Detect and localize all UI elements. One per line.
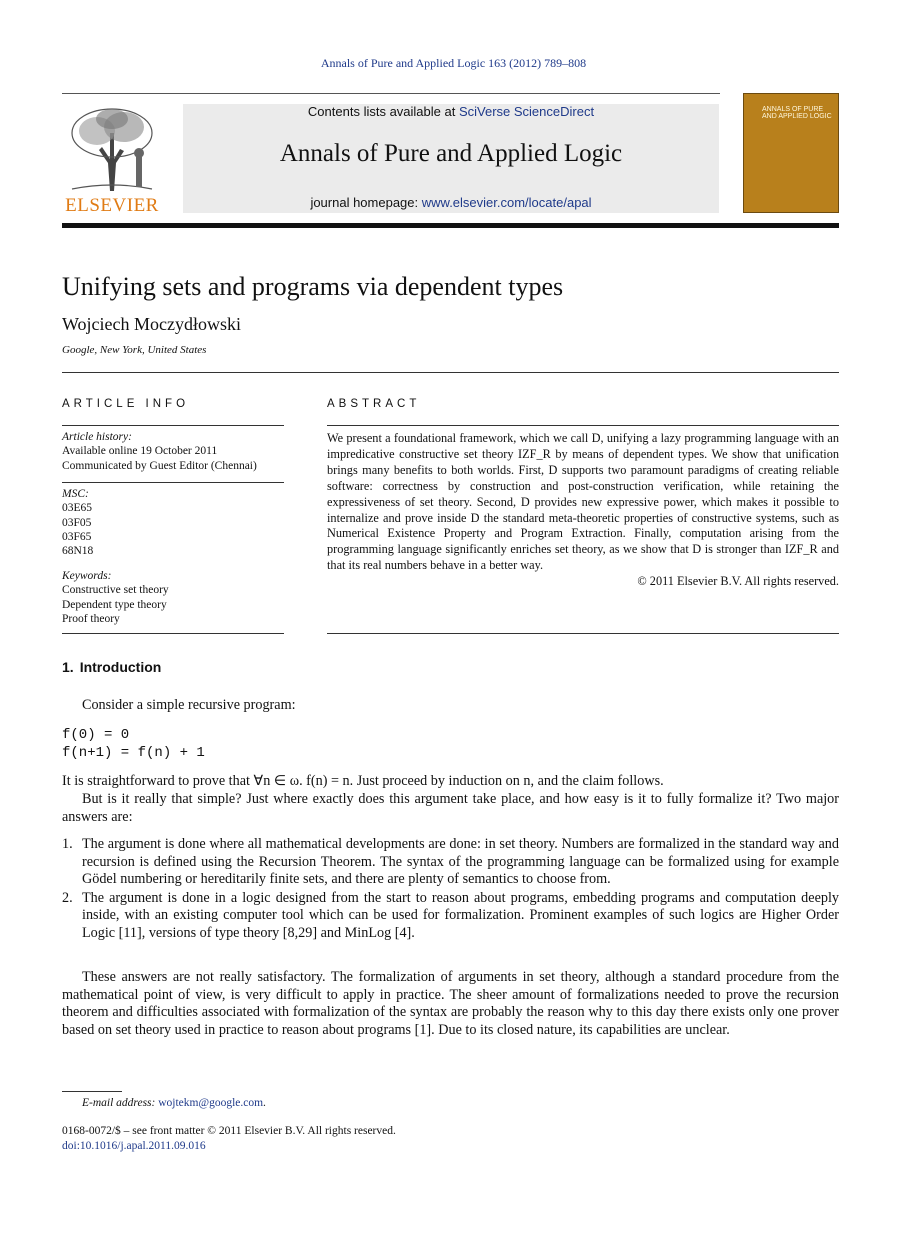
abstract-rule xyxy=(327,425,839,426)
info-rule xyxy=(62,425,284,426)
history-item: Available online 19 October 2011 xyxy=(62,445,218,458)
paragraph-but: But is it really that simple? Just where exactly does this argument take place, and how easy is it to fully formalize it? Two major answers are: xyxy=(62,791,839,825)
keywords-label: Keywords: xyxy=(62,570,112,582)
header-thick-rule xyxy=(62,223,839,228)
section-number: 1. xyxy=(62,659,74,675)
paragraph-consider: Consider a simple recursive program: xyxy=(82,697,296,713)
keyword: Constructive set theory xyxy=(62,584,169,597)
msc-code: 68N18 xyxy=(62,545,94,558)
homepage-prefix: journal homepage: xyxy=(310,195,422,210)
header-rule xyxy=(62,93,720,94)
journal-cover-image[interactable] xyxy=(743,93,839,213)
footnote-rule xyxy=(62,1091,122,1092)
history-item: Communicated by Guest Editor (Chennai) xyxy=(62,459,257,472)
section-title: Introduction xyxy=(79,659,162,675)
homepage-line xyxy=(183,195,719,210)
abstract-rule xyxy=(327,633,839,634)
journal-title: Annals of Pure and Applied Logic xyxy=(279,140,623,167)
msc-code: 03F65 xyxy=(62,530,92,543)
contents-line xyxy=(183,104,719,119)
article-history xyxy=(62,430,284,473)
list-item-text: The argument is done in a logic designed from the start to reason about programs, embedding programs and computation deeply inside, with an existing computer tool which can be used for formalization. Prominent examples of such logics are Higher Order Logic [11], versions of type theory [8,29] and MinLog [4]. xyxy=(82,889,839,941)
email-label: E-mail address: xyxy=(82,1097,156,1109)
cover-title: ANNALS OF PURE AND APPLIED LOGIC xyxy=(762,106,832,120)
list-item-number: 1. xyxy=(62,836,73,852)
author-affiliation: Google, New York, United States xyxy=(62,344,207,356)
elsevier-wordmark: ELSEVIER xyxy=(65,195,159,216)
contents-prefix: Contents lists available at xyxy=(307,104,459,119)
email-link[interactable]: wojtekm@google.com xyxy=(158,1097,264,1109)
answers-list xyxy=(62,836,839,944)
keyword: Proof theory xyxy=(62,612,120,625)
paragraph-straightforward: It is straightforward to prove that ∀n ∈ ω. f(n) = n. Just proceed by induction on n, and the claim follows. xyxy=(62,773,664,789)
info-rule xyxy=(62,482,284,483)
abstract-copyright: © 2011 Elsevier B.V. All rights reserved. xyxy=(637,574,839,589)
abstract-heading: ABSTRACT xyxy=(327,398,421,410)
paragraph-these-answers: These answers are not really satisfactory. The formalization of arguments in set theory, although a standard procedure from the mathematical point of view, is very difficult to apply in practice. The sheer amount of formalizations needed to prove the recursion theorem and difficulties associated with formalization of the syntax are probably the reason why to this day there exists only one prover based on set theory used in practice to reason about programs [1]. Due to its closed nature, its capabilities are unclear. xyxy=(62,969,839,1038)
sciencedirect-link[interactable]: SciVerse ScienceDirect xyxy=(458,104,595,119)
footnote-email: E-mail address: wojtekm@google.com. xyxy=(82,1097,266,1109)
keywords xyxy=(62,569,284,626)
homepage-link[interactable]: www.elsevier.com/locate/apal xyxy=(421,195,592,210)
msc-label: MSC: xyxy=(62,488,89,500)
list-item-number: 2. xyxy=(62,889,73,906)
list-item xyxy=(62,890,839,943)
history-label: Article history: xyxy=(62,431,132,443)
keyword: Dependent type theory xyxy=(62,598,167,611)
article-title: Unifying sets and programs via dependent types xyxy=(62,272,564,301)
title-rule xyxy=(62,372,839,373)
issn-line: 0168-0072/$ – see front matter © 2011 Elsevier B.V. All rights reserved. xyxy=(62,1125,396,1137)
abstract-text: We present a foundational framework, which we call D, unifying a lazy programming language with an impredicative constructive set theory IZF_R by means of dependent types. We show that unification brings many benefits to both worlds. First, D supports two paramount paradigms of creating reliable software: correctness by construction and post-construction verification, while retaining the expressiveness of set theory. Second, D provides new expressive power, which makes it possible to internalize and prove inside D the standard meta-theoretic properties of constructive systems, such as Numerical Existence Property and Program Extraction. Finally, computation arising from the programming language significantly enriches set theory, as we show that D is stronger than IZF_R and that its real numbers behave in a better way. xyxy=(327,431,839,573)
doi-link[interactable]: doi:10.1016/j.apal.2011.09.016 xyxy=(62,1140,206,1152)
msc-code: 03F05 xyxy=(62,516,92,529)
msc-codes xyxy=(62,487,284,558)
journal-citation[interactable]: Annals of Pure and Applied Logic 163 (2012) 789–808 xyxy=(320,56,587,70)
article-info-heading: ARTICLE INFO xyxy=(62,398,190,410)
info-rule xyxy=(62,633,284,634)
msc-code: 03E65 xyxy=(62,502,93,515)
code-block: f(0) = 0 f(n+1) = f(n) + 1 xyxy=(62,727,205,761)
list-item xyxy=(62,836,839,889)
section-heading-introduction xyxy=(62,659,167,675)
list-item-text: The argument is done where all mathematical developments are done: in set theory. Numbers are formalized in the standard way and recursion is defined using the Recursion Theorem. The syntax of the programming language can be formalized using for example Gödel numbering or hereditarily finite sets, and there are plenty of semantics to choose from. xyxy=(82,836,839,888)
author-name[interactable]: Wojciech Moczydłowski xyxy=(62,314,242,334)
abstract-body xyxy=(327,431,839,590)
